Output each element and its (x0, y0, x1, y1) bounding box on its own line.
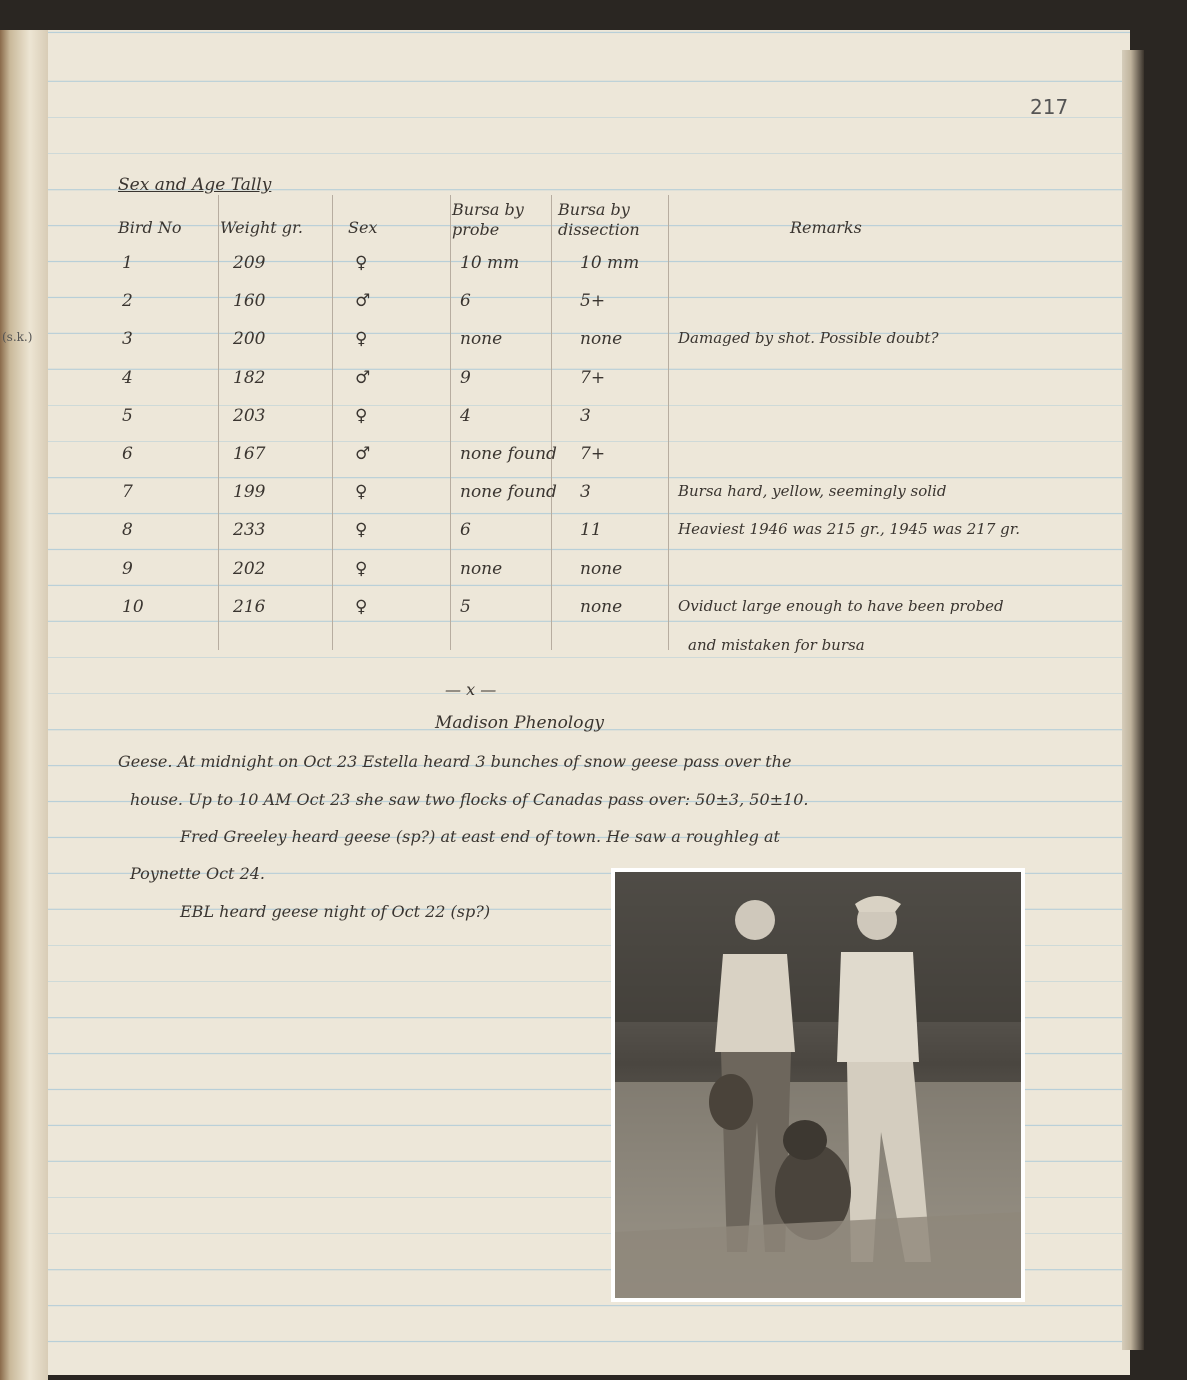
cell-weight: 216 (233, 596, 266, 617)
column-divider (332, 195, 333, 650)
remark-continuation: and mistaken for bursa (688, 636, 865, 654)
cell-bird-no: 7 (122, 482, 133, 503)
cell-weight: 182 (233, 367, 266, 388)
header-weight: Weight gr. (220, 218, 304, 237)
cell-weight: 203 (233, 405, 266, 426)
cell-bursa-dissection: 3 (580, 405, 591, 426)
cell-sex: ♀ (355, 558, 368, 579)
phenology-line-4: Poynette Oct 24. (130, 864, 266, 883)
cell-weight: 200 (233, 329, 266, 350)
phenology-line-3: Fred Greeley heard geese (sp?) at east end of town. He saw a roughleg at (180, 827, 780, 846)
header-bursa-probe: Bursa by probe (452, 200, 524, 239)
cell-bursa-dissection: 7+ (580, 367, 606, 388)
photo-two-men-with-dog (615, 872, 1021, 1298)
page-edge (1122, 50, 1144, 1350)
header-sex: Sex (348, 218, 378, 237)
header-bird-no: Bird No (118, 218, 182, 237)
cell-bursa-probe: 9 (460, 367, 471, 388)
margin-note: (s.k.) (2, 330, 33, 344)
cell-bursa-dissection: 7+ (580, 444, 606, 464)
cell-bird-no: 2 (122, 291, 133, 312)
section-title: Madison Phenology (435, 713, 604, 733)
page-number: 217 (1030, 95, 1069, 119)
book-spine (0, 30, 48, 1380)
column-divider (218, 195, 219, 650)
cell-weight: 199 (233, 482, 266, 503)
cell-bird-no: 3 (122, 329, 133, 350)
pasted-photograph (611, 868, 1025, 1302)
cell-bird-no: 6 (122, 444, 133, 464)
cell-bursa-probe: none (460, 329, 503, 350)
cell-weight: 160 (233, 291, 266, 312)
cell-bursa-probe: none found (460, 482, 557, 503)
header-bursa-dissection: Bursa by dissection (558, 200, 640, 239)
cell-sex: ♂ (355, 444, 371, 464)
phenology-line-5: EBL heard geese night of Oct 22 (sp?) (180, 902, 491, 921)
cell-sex: ♂ (355, 291, 371, 312)
cell-bursa-probe: 6 (460, 520, 471, 541)
cell-remark: Bursa hard, yellow, seemingly solid (678, 482, 947, 501)
cell-bursa-dissection: none (580, 329, 623, 350)
cell-sex: ♀ (355, 405, 368, 426)
cell-bursa-dissection: 11 (580, 520, 602, 541)
column-divider (668, 195, 669, 650)
cell-bird-no: 8 (122, 520, 133, 541)
cell-bursa-dissection: none (580, 558, 623, 579)
cell-bursa-probe: none found (460, 444, 557, 464)
cell-bursa-dissection: 5+ (580, 291, 606, 312)
column-divider (450, 195, 451, 650)
cell-bird-no: 4 (122, 367, 133, 388)
cell-sex: ♀ (355, 596, 368, 617)
cell-bird-no: 5 (122, 405, 133, 426)
cell-remark: Heaviest 1946 was 215 gr., 1945 was 217 gr. (678, 520, 1021, 539)
cell-weight: 233 (233, 520, 266, 541)
cell-sex: ♂ (355, 367, 371, 388)
column-divider (551, 195, 552, 650)
cell-sex: ♀ (355, 253, 368, 273)
cell-bird-no: 10 (122, 596, 144, 617)
table-title: Sex and Age Tally (118, 175, 272, 195)
cell-bursa-dissection: none (580, 596, 623, 617)
phenology-line-1: Geese. At midnight on Oct 23 Estella heard 3 bunches of snow geese pass over the (118, 752, 792, 771)
cell-remark: Damaged by shot. Possible doubt? (678, 329, 939, 348)
cell-bursa-probe: 10 mm (460, 253, 520, 273)
cell-sex: ♀ (355, 520, 368, 541)
cell-bursa-dissection: 10 mm (580, 253, 640, 273)
section-separator: — x — (445, 680, 497, 699)
cell-bird-no: 1 (122, 253, 133, 273)
phenology-line-2: house. Up to 10 AM Oct 23 she saw two flocks of Canadas pass over: 50±3, 50±10. (130, 790, 809, 809)
cell-sex: ♀ (355, 482, 368, 503)
cell-weight: 209 (233, 253, 266, 273)
cell-bursa-probe: 5 (460, 596, 471, 617)
cell-bursa-probe: 4 (460, 405, 471, 426)
header-remarks: Remarks (790, 218, 862, 237)
cell-bursa-probe: none (460, 558, 503, 579)
cell-remark: Oviduct large enough to have been probed (678, 596, 1004, 615)
cell-weight: 167 (233, 444, 266, 464)
cell-bird-no: 9 (122, 558, 133, 579)
cell-bursa-probe: 6 (460, 291, 471, 312)
cell-bursa-dissection: 3 (580, 482, 591, 503)
cell-weight: 202 (233, 558, 266, 579)
cell-sex: ♀ (355, 329, 368, 350)
